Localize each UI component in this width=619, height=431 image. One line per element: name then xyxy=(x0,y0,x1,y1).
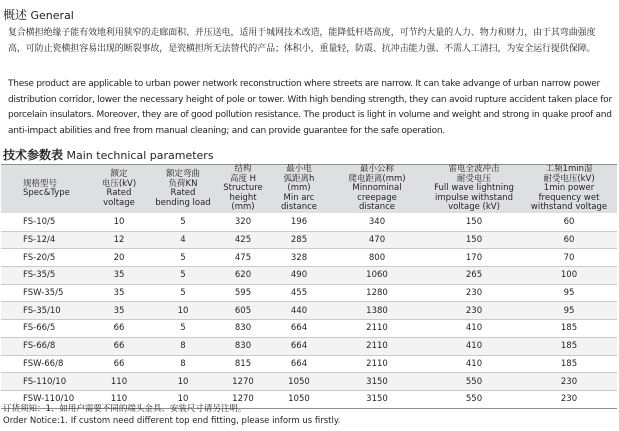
table-cell: 230 xyxy=(427,284,521,302)
table-cell: 60 xyxy=(521,231,617,249)
table-cell: 150 xyxy=(427,231,521,249)
table-cell: 230 xyxy=(427,302,521,320)
table-cell: 265 xyxy=(427,267,521,285)
column-header: 规格型号 Spec&Type xyxy=(1,165,87,214)
table-row xyxy=(1,214,617,232)
general-title-cn: 概述 xyxy=(3,8,28,22)
table-cell: 1280 xyxy=(327,284,427,302)
table-cell: 425 xyxy=(215,231,271,249)
table-title-en: Main technical parameters xyxy=(66,149,214,162)
table-cell: 475 xyxy=(215,249,271,267)
table-cell: FSW-110/10 xyxy=(1,390,87,408)
table-cell: 1050 xyxy=(271,390,327,408)
table-cell: 470 xyxy=(327,231,427,249)
table-cell: 5 xyxy=(151,214,215,232)
table-cell: 320 xyxy=(215,214,271,232)
table-cell: 95 xyxy=(521,302,617,320)
column-header: 结构 高度 H Structure height (mm) xyxy=(215,165,271,214)
table-cell: 60 xyxy=(521,214,617,232)
general-title-en: General xyxy=(30,9,74,22)
table-cell: 605 xyxy=(215,302,271,320)
column-header: 最小公称 爬电距离(mm) Minnominal creepage distance xyxy=(327,165,427,214)
table-cell: 70 xyxy=(521,249,617,267)
table-cell: 110 xyxy=(87,373,151,391)
table-cell: 328 xyxy=(271,249,327,267)
table-cell: 1380 xyxy=(327,302,427,320)
table-cell: 550 xyxy=(427,373,521,391)
table-cell: FSW-66/8 xyxy=(1,355,87,373)
table-cell: 3150 xyxy=(327,390,427,408)
table-cell: 1060 xyxy=(327,267,427,285)
table-cell: FS-20/5 xyxy=(1,249,87,267)
table-cell: 10 xyxy=(151,373,215,391)
table-cell: 66 xyxy=(87,320,151,338)
table-body xyxy=(1,214,617,409)
table-cell: 5 xyxy=(151,249,215,267)
table-row xyxy=(1,355,617,373)
column-header: 额定 电压(kV) Rated voltage xyxy=(87,165,151,214)
table-cell: 230 xyxy=(521,373,617,391)
table-cell: FSW-35/5 xyxy=(1,284,87,302)
table-cell: 5 xyxy=(151,267,215,285)
table-cell: FS-110/10 xyxy=(1,373,87,391)
table-cell: 664 xyxy=(271,337,327,355)
table-row xyxy=(1,284,617,302)
table-cell: 340 xyxy=(327,214,427,232)
table-cell: FS-10/5 xyxy=(1,214,87,232)
table-row xyxy=(1,373,617,391)
column-header: 工频1min湿 耐受电压(kV) 1min power frequency wet withstand voltage xyxy=(521,165,617,214)
table-cell: 5 xyxy=(151,320,215,338)
general-description-en: These product are applicable to urban power network reconstruction where streets are narrow. It can take advange of urban narrow power distribution corridor, lower the necessary height of pole or tower. With high bending strength, they can avoid rupture accident taken place for porcelain insulators. Moreover, they are of good pollution resistance. The product is light in volume and weight and strong in quake proof and anti-impact abilities and free from manual cleaning; and can provide guarantee for the safe operation. xyxy=(8,79,612,136)
order-notice-cn: 订货须知：1、如用户需要不同的端头金具、安装尺寸请另注明。 xyxy=(3,404,247,414)
table-section-title xyxy=(3,146,214,163)
general-description-cn: 复合横担绝缘子能有效地利用狭窄的走廊面积、并压送电，适用于城网技术改造，能降低杆塔高度，可节约大量的人力、物力和财力，由于其弯曲强度高，可防止瓷横担容易出现的断裂事故，是瓷横担所无法替代的产品；体积小，重量轻，防震、抗冲击能力强、不需人工清扫，为安全运行提供保障。 xyxy=(8,28,596,54)
column-header: 额定弯曲 负荷KN Rated bending load xyxy=(151,165,215,214)
table-title-cn: 技术参数表 xyxy=(3,148,64,162)
table-cell: 8 xyxy=(151,355,215,373)
table-cell: 8 xyxy=(151,337,215,355)
table-cell: 550 xyxy=(427,390,521,408)
table-row xyxy=(1,320,617,338)
table-cell: 185 xyxy=(521,320,617,338)
table-row xyxy=(1,267,617,285)
table-cell: 440 xyxy=(271,302,327,320)
table-cell: 2110 xyxy=(327,355,427,373)
table-cell: 10 xyxy=(87,214,151,232)
table-cell: 10 xyxy=(151,302,215,320)
table-cell: 664 xyxy=(271,320,327,338)
table-cell: 595 xyxy=(215,284,271,302)
table-cell: 410 xyxy=(427,337,521,355)
table-cell: 5 xyxy=(151,284,215,302)
table-cell: 455 xyxy=(271,284,327,302)
table-cell: FS-66/5 xyxy=(1,320,87,338)
table-row xyxy=(1,249,617,267)
table-cell: 620 xyxy=(215,267,271,285)
table-cell: 2110 xyxy=(327,337,427,355)
table-cell: 185 xyxy=(521,337,617,355)
table-cell: 1050 xyxy=(271,373,327,391)
general-section-title xyxy=(3,6,74,23)
table-cell: 100 xyxy=(521,267,617,285)
table-cell: FS-35/5 xyxy=(1,267,87,285)
table-cell: 196 xyxy=(271,214,327,232)
table-cell: 35 xyxy=(87,267,151,285)
table-cell: FS-35/10 xyxy=(1,302,87,320)
table-header-row xyxy=(1,165,617,214)
table-cell: 95 xyxy=(521,284,617,302)
table-cell: 830 xyxy=(215,320,271,338)
table-cell: FS-66/8 xyxy=(1,337,87,355)
table-cell: 2110 xyxy=(327,320,427,338)
table-cell: 664 xyxy=(271,355,327,373)
table-cell: 170 xyxy=(427,249,521,267)
table-row xyxy=(1,337,617,355)
table-cell: 800 xyxy=(327,249,427,267)
table-cell: 110 xyxy=(87,390,151,408)
technical-parameters-table xyxy=(1,164,617,409)
table-cell: 66 xyxy=(87,355,151,373)
table-cell: 1270 xyxy=(215,373,271,391)
table-cell: 66 xyxy=(87,337,151,355)
table-cell: 4 xyxy=(151,231,215,249)
table-cell: 285 xyxy=(271,231,327,249)
column-header: 雷电全波冲击 耐受电压 Full wave lightning impulse withstand voltage (kV) xyxy=(427,165,521,214)
table-cell: 35 xyxy=(87,284,151,302)
table-cell: 1270 xyxy=(215,390,271,408)
table-cell: 815 xyxy=(215,355,271,373)
order-notice-en: Order Notice:1. If custom need different top end fitting, please inform us firstly. xyxy=(3,416,341,426)
table-cell: 185 xyxy=(521,355,617,373)
table-cell: 3150 xyxy=(327,373,427,391)
table-cell: 490 xyxy=(271,267,327,285)
table-row xyxy=(1,231,617,249)
table-cell: 830 xyxy=(215,337,271,355)
table-cell: 150 xyxy=(427,214,521,232)
table-cell: 410 xyxy=(427,355,521,373)
table-cell: FS-12/4 xyxy=(1,231,87,249)
column-header: 最小电 弧距离h (mm) Min arc distance xyxy=(271,165,327,214)
table-cell: 12 xyxy=(87,231,151,249)
table-row xyxy=(1,302,617,320)
table-cell: 10 xyxy=(151,390,215,408)
table-cell: 410 xyxy=(427,320,521,338)
table-cell: 230 xyxy=(521,390,617,408)
table-cell: 35 xyxy=(87,302,151,320)
table-cell: 20 xyxy=(87,249,151,267)
